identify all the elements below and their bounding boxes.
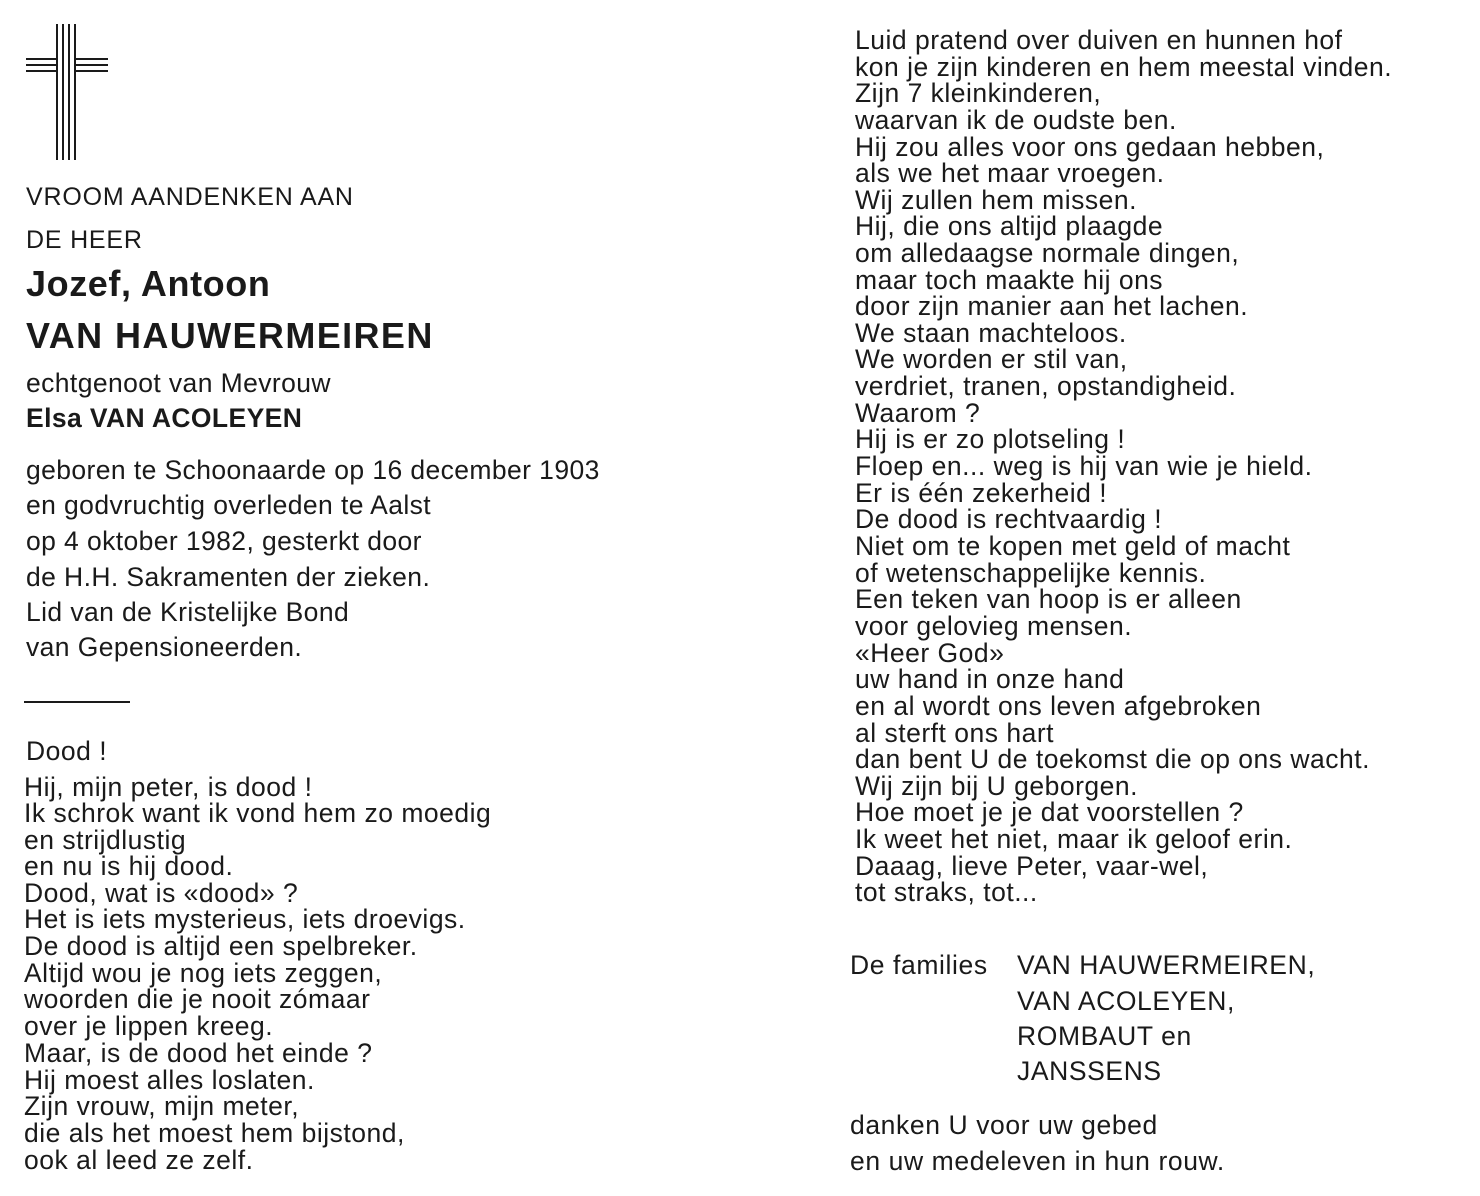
bio-line: op 4 oktober 1982, gesterkt door (26, 526, 422, 556)
poem-title: Dood ! (26, 736, 108, 766)
poem-line: Ik weet het niet, maar ik geloof erin. (855, 824, 1293, 854)
bio-line: van Gepensioneerden. (26, 632, 303, 662)
poem-line: die als het moest hem bijstond, (24, 1118, 405, 1148)
bio-line: geboren te Schoonaarde op 16 december 1903 (26, 455, 600, 485)
poem-line: Wij zullen hem missen. (855, 185, 1137, 215)
cross-icon (26, 24, 110, 162)
poem-line: kon je zijn kinderen en hem meestal vinden. (855, 52, 1393, 82)
section-divider (24, 701, 130, 703)
poem-line: Hij zou alles voor ons gedaan hebben, (855, 132, 1325, 162)
thanks-line: danken U voor uw gebed (850, 1110, 1158, 1140)
poem-line: Altijd wou je nog iets zeggen, (24, 958, 383, 988)
poem-line: Hij, mijn peter, is dood ! (24, 772, 313, 802)
poem-line: Niet om te kopen met geld of macht (855, 531, 1291, 561)
poem-line: waarvan ik de oudste ben. (855, 105, 1177, 135)
deceased-given-names: Jozef, Antoon (26, 263, 271, 304)
families-intro: De families (850, 950, 988, 980)
poem-line: Luid pratend over duiven en hunnen hof (855, 25, 1343, 55)
poem-line: De dood is rechtvaardig ! (855, 504, 1163, 534)
poem-line: Een teken van hoop is er alleen (855, 584, 1242, 614)
spouse-name: Elsa VAN ACOLEYEN (26, 403, 303, 433)
poem-line: Hoe moet je je dat voorstellen ? (855, 797, 1244, 827)
poem-line: De dood is altijd een spelbreker. (24, 931, 418, 961)
poem-line: Hij moest alles loslaten. (24, 1065, 315, 1095)
poem-line: uw hand in onze hand (855, 664, 1125, 694)
poem-line: al sterft ons hart (855, 718, 1055, 748)
poem-line: om alledaagse normale dingen, (855, 238, 1240, 268)
poem-line: Dood, wat is «dood» ? (24, 878, 299, 908)
poem-line: Hij, die ons altijd plaagde (855, 211, 1164, 241)
bio-line: en godvruchtig overleden te Aalst (26, 490, 432, 520)
poem-line: We worden er stil van, (855, 344, 1128, 374)
poem-line: Floep en... weg is hij van wie je hield. (855, 451, 1313, 481)
poem-line: en strijdlustig (24, 825, 187, 855)
poem-line: ook al leed ze zelf. (24, 1145, 254, 1175)
bio-line: de H.H. Sakramenten der zieken. (26, 562, 431, 592)
poem-line: voor gelovieg mensen. (855, 611, 1133, 641)
poem-line: «Heer God» (855, 638, 1005, 668)
poem-line: Wij zijn bij U geborgen. (855, 771, 1139, 801)
poem-line: Daaag, lieve Peter, vaar-wel, (855, 851, 1209, 881)
poem-line: Ik schrok want ik vond hem zo moedig (24, 798, 492, 828)
poem-line: en al wordt ons leven afgebroken (855, 691, 1262, 721)
family-name: VAN HAUWERMEIREN, (1017, 950, 1316, 980)
bio-line: Lid van de Kristelijke Bond (26, 597, 350, 627)
thanks-line: en uw medeleven in hun rouw. (850, 1146, 1225, 1176)
poem-line: Er is één zekerheid ! (855, 478, 1108, 508)
poem-line: dan bent U de toekomst die op ons wacht. (855, 744, 1370, 774)
poem-line: tot straks, tot... (855, 877, 1038, 907)
memorial-heading: VROOM AANDENKEN AAN (26, 183, 354, 211)
poem-line: door zijn manier aan het lachen. (855, 291, 1249, 321)
poem-line: Zijn 7 kleinkinderen, (855, 78, 1102, 108)
family-name: ROMBAUT en (1017, 1021, 1192, 1051)
poem-line: en nu is hij dood. (24, 851, 234, 881)
poem-line: Waarom ? (855, 398, 981, 428)
poem-line: over je lippen kreeg. (24, 1011, 274, 1041)
spouse-intro: echtgenoot van Mevrouw (26, 368, 331, 398)
poem-line: maar toch maakte hij ons (855, 265, 1164, 295)
poem-line: woorden die je nooit zómaar (24, 984, 371, 1014)
memorial-title: DE HEER (26, 226, 143, 254)
poem-line: Het is iets mysterieus, iets droevigs. (24, 904, 466, 934)
poem-line: We staan machteloos. (855, 318, 1127, 348)
poem-line: of wetenschappelijke kennis. (855, 558, 1207, 588)
poem-line: verdriet, tranen, opstandigheid. (855, 371, 1237, 401)
poem-line: Maar, is de dood het einde ? (24, 1038, 373, 1068)
poem-line: Zijn vrouw, mijn meter, (24, 1091, 300, 1121)
deceased-surname: VAN HAUWERMEIREN (26, 315, 434, 356)
poem-line: Hij is er zo plotseling ! (855, 424, 1126, 454)
poem-line: als we het maar vroegen. (855, 158, 1165, 188)
family-name: JANSSENS (1017, 1056, 1162, 1086)
family-name: VAN ACOLEYEN, (1017, 986, 1235, 1016)
